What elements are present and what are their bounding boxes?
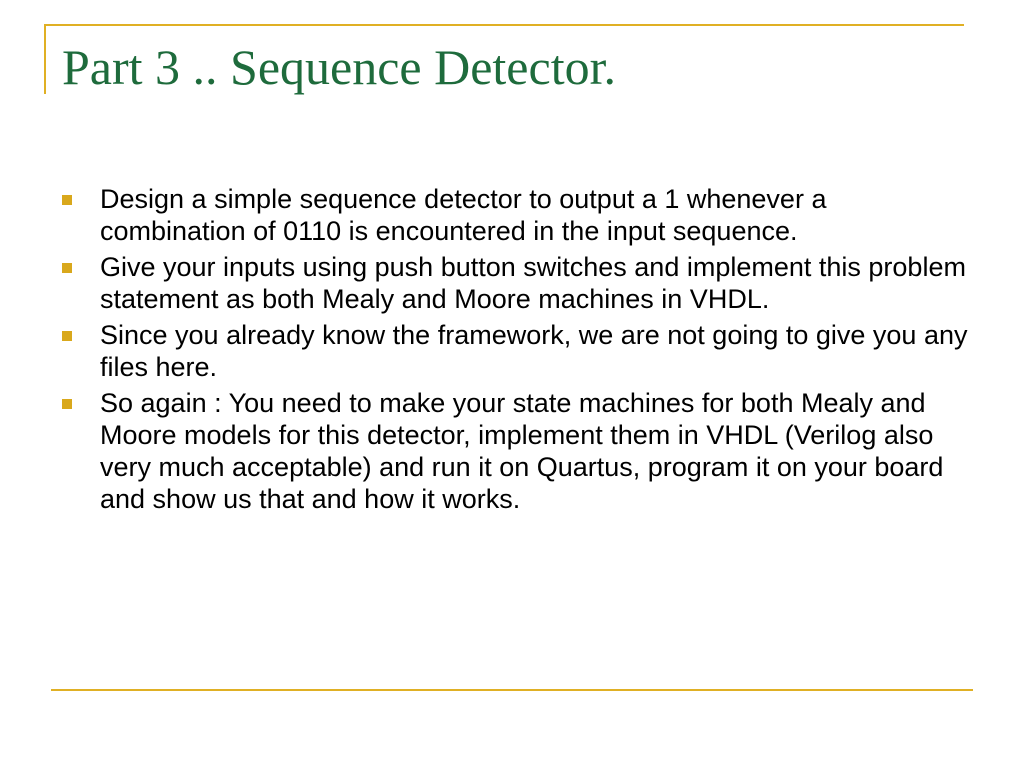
square-bullet-icon [62,399,72,409]
bullet-text: Design a simple sequence detector to output a 1 whenever a combination of 0110 is encountered in the input sequence. [100,184,827,246]
bullet-item [62,319,974,383]
bullet-text: Since you already know the framework, we are not going to give you any files here. [100,320,968,382]
square-bullet-icon [62,195,72,205]
bullet-item [62,183,974,247]
square-bullet-icon [62,263,72,273]
square-bullet-icon [62,331,72,341]
bullet-text: So again : You need to make your state machines for both Mealy and Moore models for this detector, implement them in VHDL (Verilog also very much acceptable) and run it on Quartus, program it on your board and show us that and how it works. [100,388,944,514]
frame-top-line [44,24,964,26]
slide-title: Part 3 .. Sequence Detector. [62,39,616,95]
frame-left-line [44,24,46,94]
bullet-list [62,183,974,519]
frame-bottom-line [51,689,973,691]
bullet-item [62,251,974,315]
bullet-item [62,387,974,515]
bullet-text: Give your inputs using push button switches and implement this problem statement as both Mealy and Moore machines in VHDL. [100,252,966,314]
